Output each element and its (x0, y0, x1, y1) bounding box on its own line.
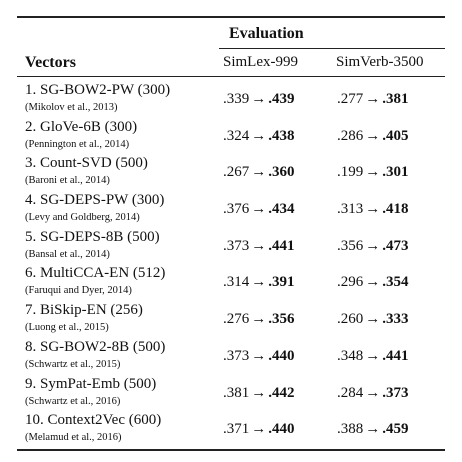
top-rule (17, 16, 445, 18)
table-row (17, 192, 445, 229)
vector-citation: (Schwartz et al., 2015) (25, 358, 121, 370)
vector-name: 8. SG-BOW2-8B (500) (25, 338, 166, 355)
vectors-header: Vectors (25, 54, 76, 71)
simlex-score: .339 → .439 (223, 91, 295, 107)
simverb-score: .277 → .381 (337, 91, 409, 107)
vector-name: 7. BiSkip-EN (256) (25, 302, 143, 319)
vector-citation: (Pennington et al., 2014) (25, 138, 130, 150)
simverb-score: .356 → .473 (337, 237, 409, 254)
simverb-score: .284 → .373 (337, 384, 409, 401)
simlex-score: .371 → .440 (223, 421, 295, 438)
simverb-score: .348 → .441 (337, 347, 409, 364)
simlex-score: .276 → .356 (223, 311, 295, 328)
vector-name: 4. SG-DEPS-PW (300) (25, 192, 165, 209)
table-row (17, 155, 445, 192)
simverb-score: .199 → .301 (337, 164, 409, 181)
simlex-score: .376 → .434 (223, 201, 295, 218)
simlex-score: .373 → .441 (223, 237, 295, 254)
vector-citation: (Schwartz et al., 2016) (25, 395, 121, 407)
simlex-score: .314 → .391 (223, 274, 295, 291)
table-row (17, 376, 445, 413)
simverb-score: .260 → .333 (337, 311, 409, 328)
vector-name: 1. SG-BOW2-PW (300) (25, 82, 171, 98)
table-row (17, 229, 445, 266)
evaluation-header: Evaluation (229, 25, 304, 42)
table-row (17, 265, 445, 302)
vector-citation: (Baroni et al., 2014) (25, 175, 110, 187)
vector-citation: (Luong et al., 2015) (25, 322, 109, 334)
simverb-score: .388 → .459 (337, 421, 409, 438)
simverb-score: .286 → .405 (337, 127, 409, 144)
vector-citation: (Mikolov et al., 2013) (25, 102, 118, 113)
vector-name: 5. SG-DEPS-8B (500) (25, 228, 160, 245)
simlex-score: .267 → .360 (223, 164, 295, 181)
table-row (17, 302, 445, 339)
table-row (17, 82, 445, 119)
vector-citation: (Bansal et al., 2014) (25, 248, 110, 260)
simverb-score: .313 → .418 (337, 201, 409, 218)
table-row (17, 339, 445, 376)
evaluation-rule (219, 48, 445, 49)
vector-name: 9. SymPat-Emb (500) (25, 375, 157, 392)
simlex-column-header: SimLex-999 (223, 54, 298, 70)
simlex-score: .373 → .440 (223, 347, 295, 364)
vector-citation: (Faruqui and Dyer, 2014) (25, 285, 132, 297)
vector-name: 6. MultiCCA-EN (512) (25, 265, 166, 282)
vector-name: 2. GloVe-6B (300) (25, 118, 138, 135)
table-row (17, 412, 445, 449)
simlex-score: .324 → .438 (223, 127, 295, 144)
bottom-rule (17, 449, 445, 451)
table-body (17, 82, 445, 449)
simlex-score: .381 → .442 (223, 384, 295, 401)
header-rule (17, 76, 445, 77)
table-row (17, 119, 445, 156)
vector-citation: (Levy and Goldberg, 2014) (25, 212, 140, 224)
simverb-column-header: SimVerb-3500 (336, 54, 424, 70)
vector-citation: (Melamud et al., 2016) (25, 432, 122, 444)
vector-name: 10. Context2Vec (600) (25, 412, 162, 429)
simverb-score: .296 → .354 (337, 274, 409, 291)
vector-name: 3. Count-SVD (500) (25, 155, 148, 172)
